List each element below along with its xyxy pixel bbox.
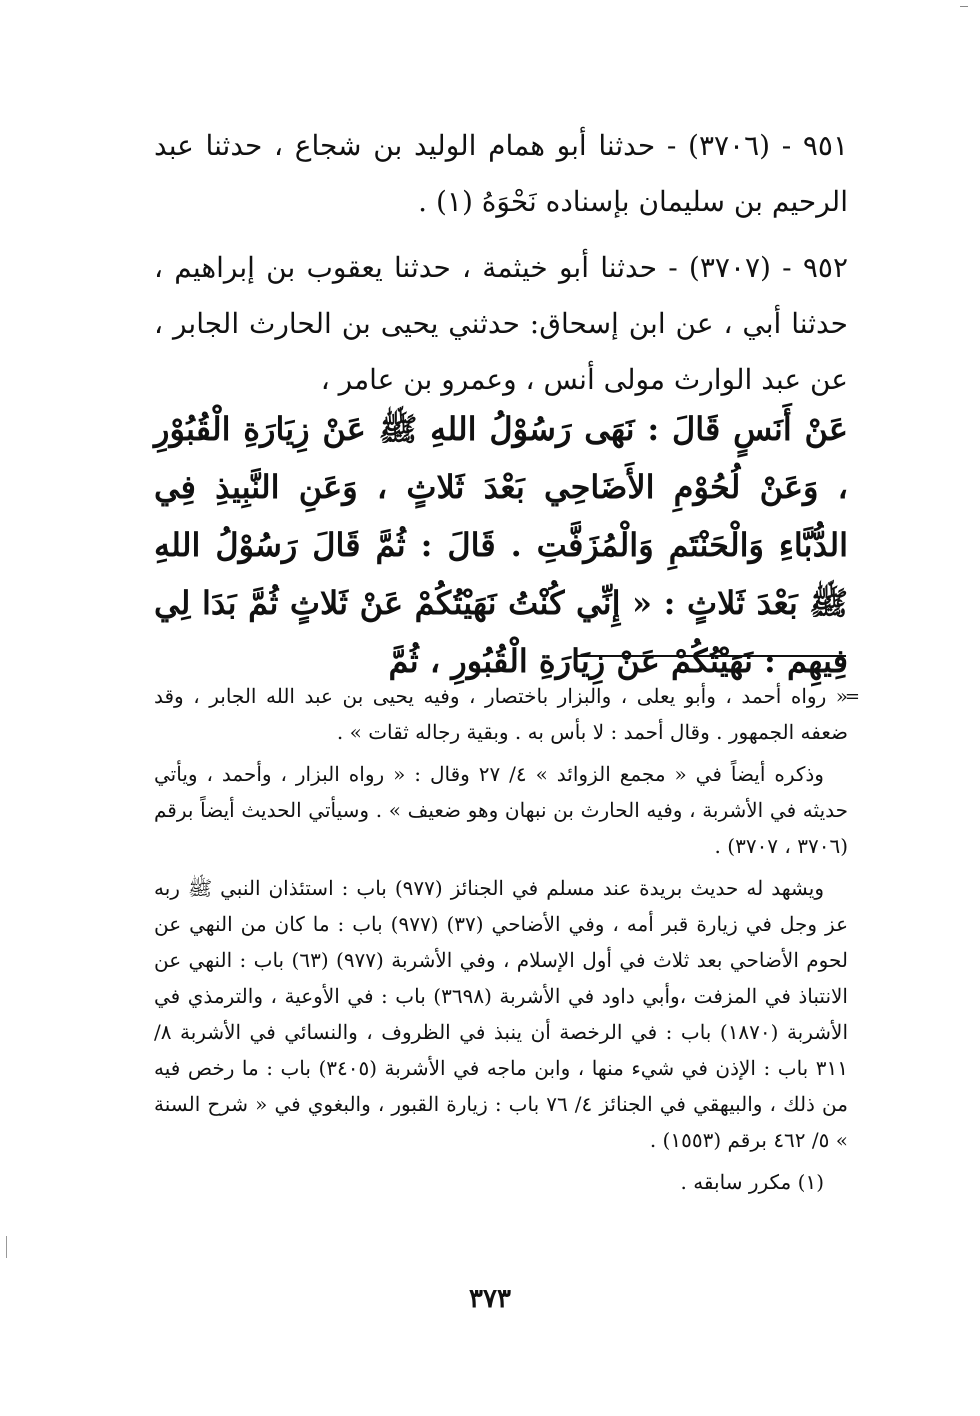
entry-951 <box>154 118 848 230</box>
footnote-continuation-mark: = <box>844 686 860 707</box>
footnote-paragraph-1: « رواه أحمد ، وأبو يعلى ، والبزار باختصار ، وفيه يحيى بن عبد الله الجابر ، وقد ضعفه الجمهور . وقال أحمد : لا بأس به . وبقية رجاله ثقات » . <box>154 684 848 744</box>
hadith-text-block <box>154 400 848 690</box>
entry-952 <box>154 240 848 408</box>
hadith-text: عَنْ أَنَسٍ قَالَ : نَهَى رَسُوْلُ اللهِ ﷺ عَنْ زِيَارَةِ الْقُبُوْرِ ، وَعَنْ لُحُوْمِ الأَضَاحِي بَعْدَ ثَلاثٍ ، وَعَنِ النَّبِيذِ فِي الدُّبَّاءِ وَالْحَنْتَمِ وَالْمُزَفَّتِ . قَالَ : ثُمَّ قَالَ رَسُوْلُ اللهِ ﷺ بَعْدَ ثَلاثٍ : « إِنِّي كُنْتُ نَهَيْتُكُمْ عَنْ ثَلاثٍ ثُمَّ بَدَا لِي فِيهِم : نَهَيْتُكُمْ عَنْ زِيَارَةِ الْقُبُورِ ، ثُمَّ <box>154 410 848 680</box>
scan-artifact-corner <box>960 6 968 7</box>
footnotes <box>154 678 848 1206</box>
footnote-paragraph-3: ويشهد له حديث بريدة عند مسلم في الجنائز (٩٧٧) باب : استئذان النبي ﷺ ربه عز وجل في زيارة قبر أمه ، وفي الأضاحي (٣٧) (٩٧٧) باب : ما كان من النهي عن لحوم الأضاحي بعد ثلاث في أول الإسلام ، وفي الأشربة (٩٧٧) (٦٣) باب : النهي عن الانتباذ في المزفت ،وأبي داود في الأشربة (٣٦٩٨) باب : في الأوعية ، والترمذي في الأشربة (١٨٧٠) باب : في الرخصة أن ينبذ في الظروف ، والنسائي في الأشربة ٨/ ٣١١ باب : الإذن في شيء منها ، وابن ماجه في الأشربة (٣٤٠٥) باب : ما رخص فيه من ذلك ، والبيهقي في الجنائز ٤/ ٧٦ باب : زيارة القبور ، والبغوي في « شرح السنة » ٥/ ٤٦٢ برقم (١٥٥٣) . <box>154 876 849 1152</box>
entry-951-text: ٩٥١ - (٣٧٠٦) - حدثنا أبو همام الوليد بن شجاع ، حدثنا عبد الرحيم بن سليمان بإسناده نَحْوَهُ (١) . <box>154 129 849 218</box>
scan-artifact <box>6 1236 7 1258</box>
entry-952-text: ٩٥٢ - (٣٧٠٧) - حدثنا أبو خيثمة ، حدثنا يعقوب بن إبراهيم ، حدثنا أبي ، عن ابن إسحاق: حدثني يحيى بن الحارث الجابر ، عن عبد الوارث مولى أنس ، وعمرو بن عامر ، <box>154 251 848 396</box>
footnote-paragraph-4: (١) مكرر سابقه . <box>680 1170 824 1194</box>
footnote-separator <box>576 655 846 657</box>
footnote-paragraph-2: وذكره أيضاً في « مجمع الزوائد » ٤/ ٢٧ وقال : « رواه البزار ، وأحمد ، ويأتي حديثه في الأشربة ، وفيه الحارث بن نبهان وهو ضعيف » . وسيأتي الحديث أيضاً برقم (٣٧٠٦ ، ٣٧٠٧) . <box>154 762 848 858</box>
page-number: ٣٧٣ <box>469 1284 511 1314</box>
